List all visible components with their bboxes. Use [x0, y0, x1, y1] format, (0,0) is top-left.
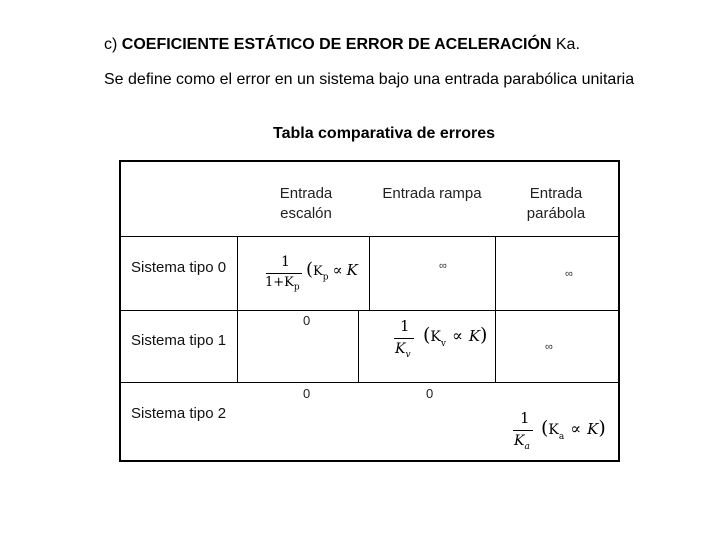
formula-kv: [394, 317, 514, 365]
row-label-type2: Sistema tipo 2: [131, 405, 227, 422]
kp-proportional: ($K_p \propto K$: [306, 259, 358, 283]
kp-denominator-text: 1+K: [265, 275, 294, 290]
ka-numerator: 1: [520, 409, 530, 427]
heading-suffix: Ka.: [551, 36, 580, 53]
value-type2-step: 0: [303, 386, 311, 401]
kv-proportional: $(K_v \propto K)$: [423, 324, 488, 349]
kp-numerator: 1: [281, 254, 290, 270]
kv-denominator-sub: v: [405, 349, 411, 360]
kv-denominator: [395, 341, 411, 360]
error-table: [119, 160, 620, 462]
value-type1-step: 0: [303, 313, 311, 328]
column-divider: [237, 310, 238, 382]
row-divider: [119, 310, 620, 311]
header-parabola-line1: Entrada: [529, 185, 583, 202]
ka-denominator: [514, 433, 530, 452]
ka-denominator-sub: a: [524, 441, 530, 452]
column-divider: [358, 310, 359, 382]
header-step-line2: escalón: [280, 205, 332, 222]
kp-denominator-sub: p: [293, 282, 300, 293]
ka-proportional: $(K_a \propto K)$: [541, 417, 606, 442]
ka-prop-symbol: ∝: [570, 419, 582, 438]
value-type2-ramp: 0: [426, 386, 434, 401]
heading-prefix: c): [104, 36, 122, 53]
ka-fraction-bar: [513, 430, 533, 431]
formula-kp: [264, 254, 374, 302]
ka-k: K: [548, 422, 559, 438]
ka-denominator-text: K: [514, 433, 525, 449]
header-parabola: [511, 184, 601, 224]
row-label-type0: Sistema tipo 0: [131, 259, 227, 276]
kv-denominator-text: K: [395, 341, 406, 357]
kv-prop-symbol: ∝: [451, 326, 463, 345]
kv-k-sub: v: [440, 338, 446, 349]
row-label-type1: Sistema tipo 1: [131, 332, 227, 349]
kp-prop-symbol: ∝: [332, 261, 343, 279]
heading-title: COEFICIENTE ESTÁTICO DE ERROR DE ACELERACIÓN: [121, 36, 552, 53]
intro-text: Se define como el error en un sistema bajo una entrada parabólica unitaria: [104, 71, 635, 88]
column-divider: [237, 236, 238, 310]
header-step-line1: Entrada: [279, 185, 333, 202]
header-step: [256, 184, 356, 224]
kp-K: K: [346, 261, 358, 279]
kp-k-sub: p: [322, 272, 329, 283]
kv-numerator: 1: [400, 317, 410, 335]
kp-fraction-bar: [266, 273, 302, 274]
header-ramp: Entrada rampa: [382, 185, 482, 202]
infinity-type0-ramp: ∞: [439, 260, 447, 272]
column-divider: [495, 236, 496, 310]
kp-k: K: [313, 264, 323, 279]
kv-k: K: [430, 329, 441, 345]
section-heading: [104, 36, 580, 54]
header-parabola-line2: parábola: [526, 205, 586, 222]
infinity-type0-parabola: ∞: [565, 268, 573, 280]
kv-fraction-bar: [394, 338, 414, 339]
table-title: Tabla comparativa de errores: [272, 125, 496, 142]
infinity-type1-parabola: ∞: [545, 341, 553, 353]
ka-k-sub: a: [558, 431, 565, 442]
kv-K: K: [468, 327, 481, 345]
formula-ka: [511, 409, 626, 457]
row-divider: [119, 382, 620, 383]
ka-K: K: [587, 420, 599, 438]
kp-denominator: [265, 275, 300, 293]
